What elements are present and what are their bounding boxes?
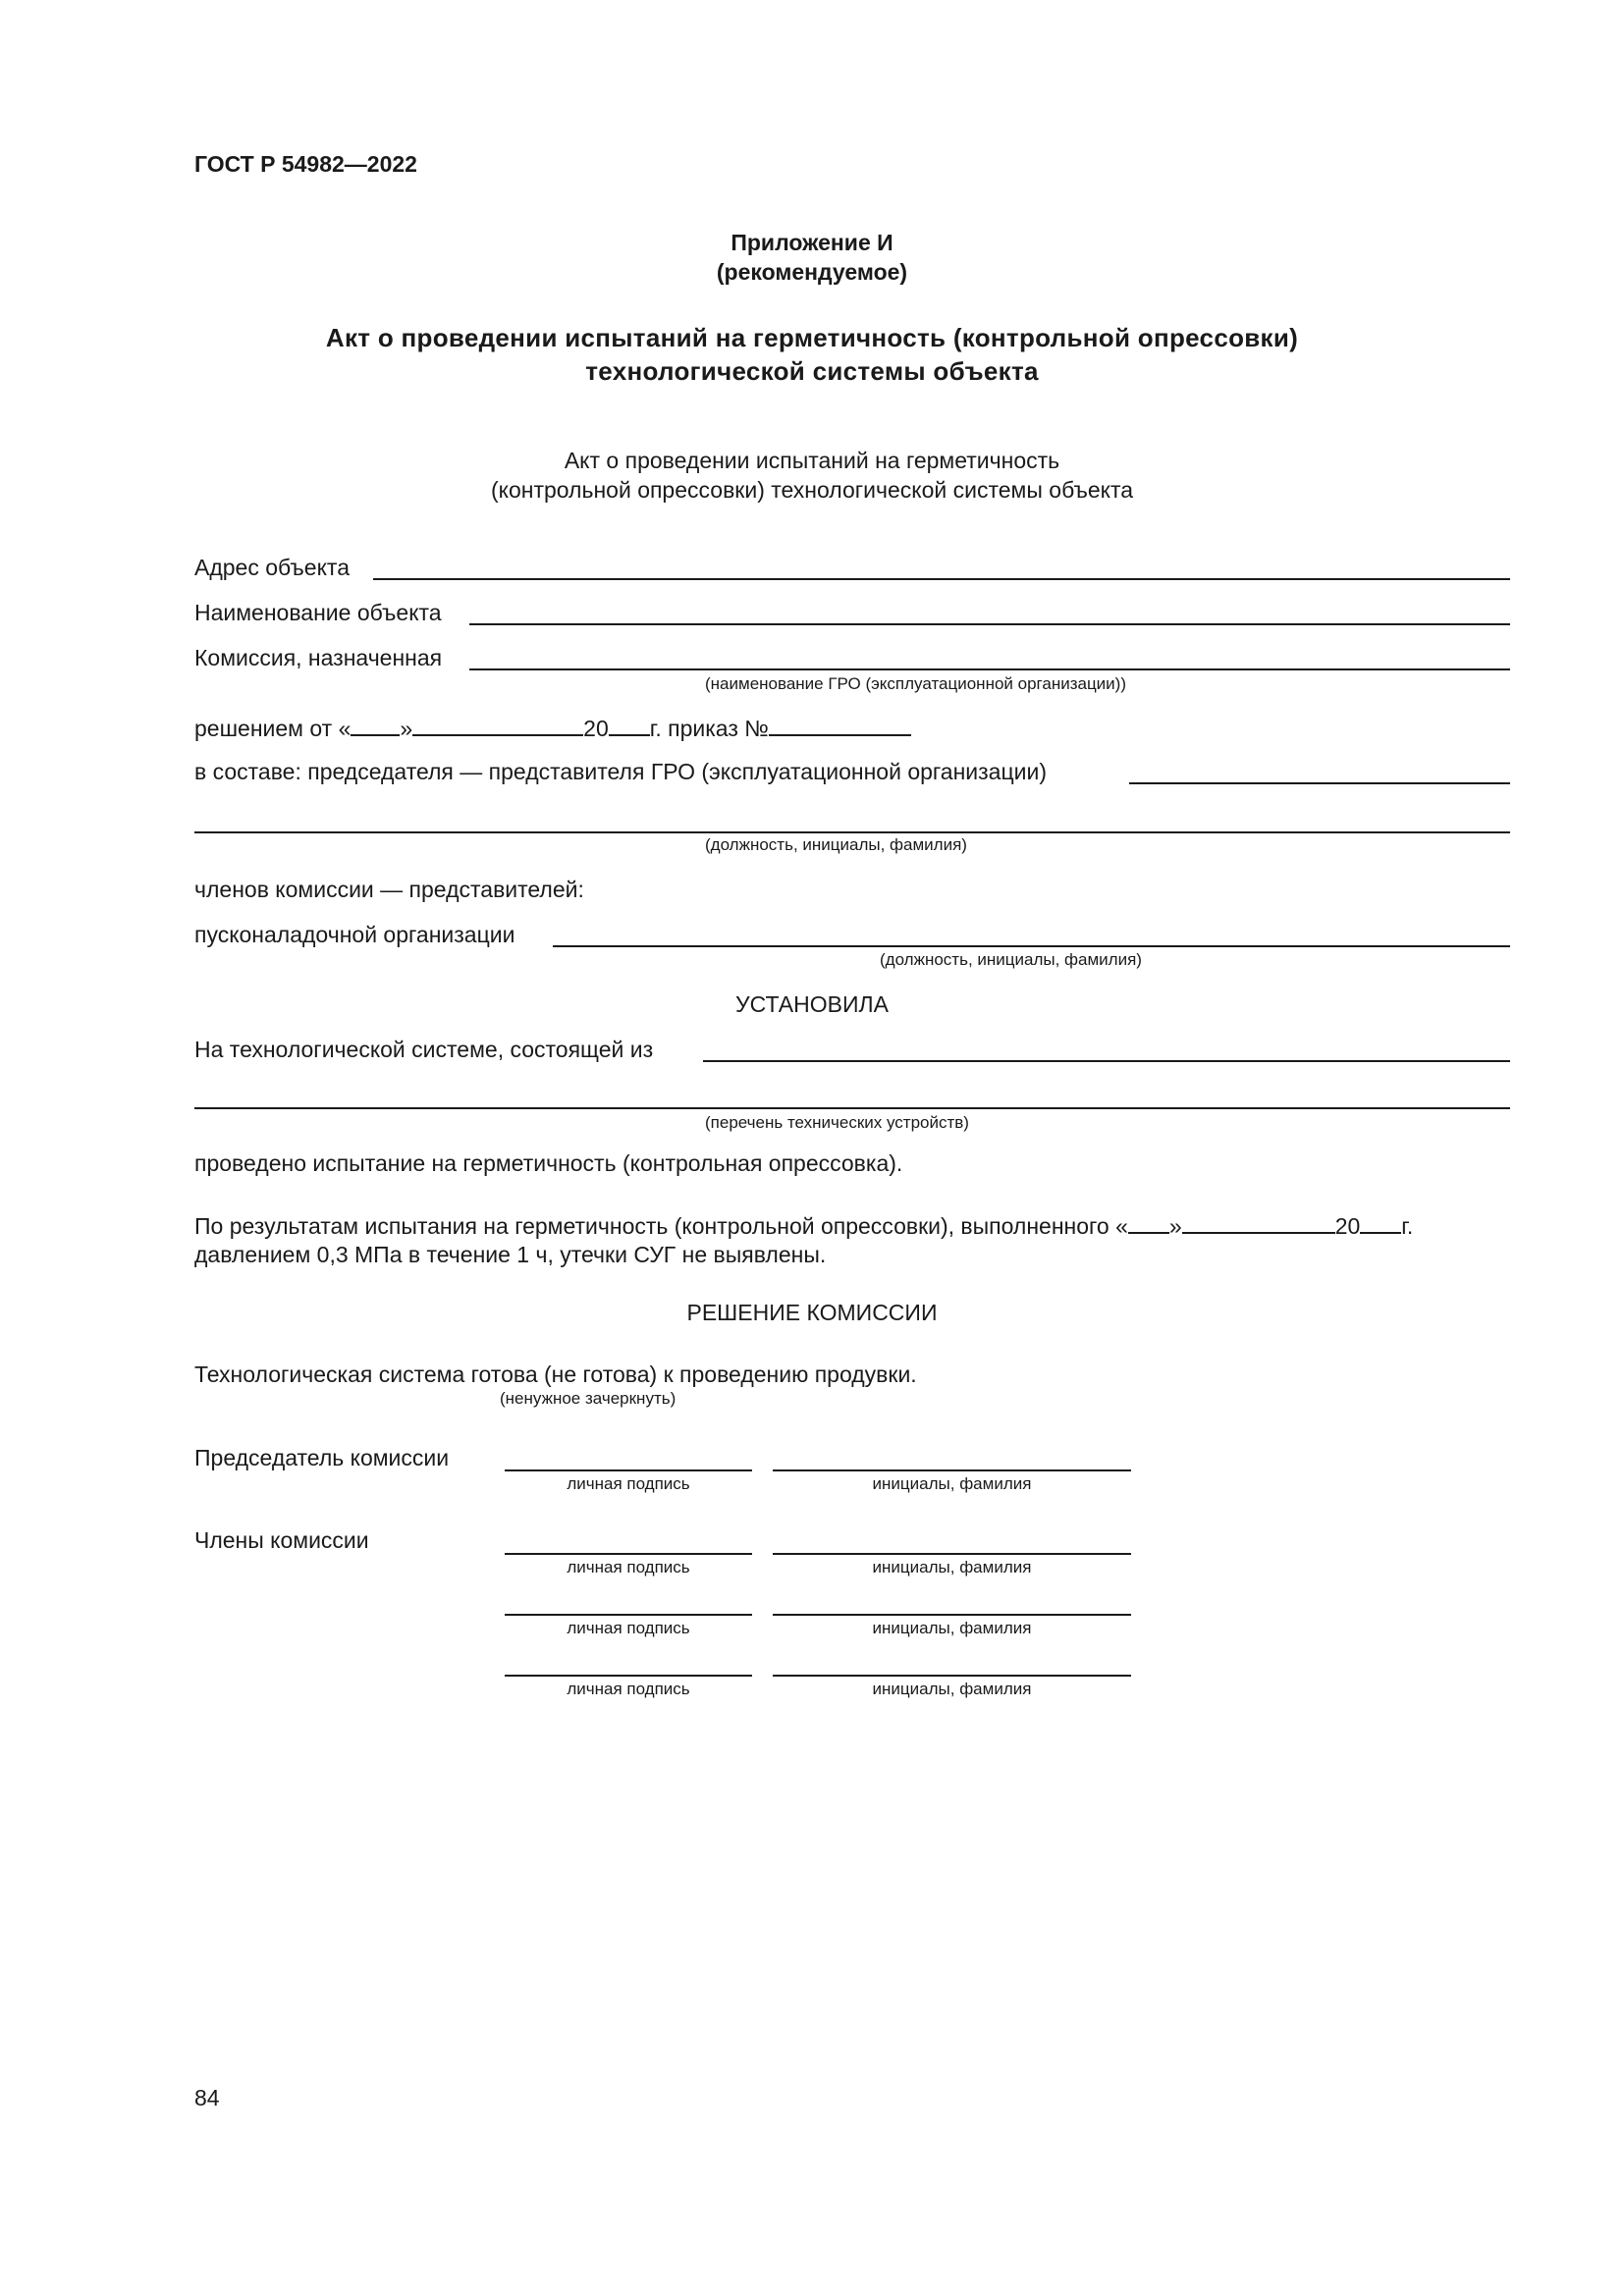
standard-number: ГОСТ Р 54982—2022 bbox=[194, 151, 417, 177]
member3-signature-field[interactable] bbox=[505, 1675, 752, 1677]
document-title-line1: Акт о проведении испытаний на герметичность (контрольной опрессовки) bbox=[325, 323, 1299, 352]
commission-caption: (наименование ГРО (эксплуатационной организации)) bbox=[705, 674, 1127, 693]
chairman-signature-caption: личная подпись bbox=[567, 1474, 690, 1493]
result-month-field[interactable] bbox=[1182, 1211, 1335, 1234]
form-title-line1: Акт о проведении испытаний на герметичность bbox=[564, 448, 1060, 473]
result-prefix: По результатам испытания на герметичность (контрольной опрессовки), выполненного « bbox=[194, 1213, 1128, 1239]
established-heading: УСТАНОВИЛА bbox=[735, 991, 889, 1017]
commissioning-org-caption: (должность, инициалы, фамилия) bbox=[880, 950, 1142, 969]
result-year-prefix: 20 bbox=[1334, 1213, 1361, 1239]
decision-from-label: решением от « bbox=[194, 716, 352, 741]
member3-name-caption: инициалы, фамилия bbox=[872, 1680, 1032, 1698]
commissioning-org-label: пусконаладочной организации bbox=[194, 922, 515, 947]
commission-field[interactable] bbox=[469, 668, 1510, 670]
appendix-title: Приложение И bbox=[731, 230, 893, 255]
object-name-label: Наименование объекта bbox=[194, 600, 442, 625]
page-number: 84 bbox=[194, 2085, 220, 2110]
decision-date-row bbox=[194, 714, 911, 742]
order-label: г. приказ № bbox=[649, 716, 769, 741]
member2-signature-field[interactable] bbox=[505, 1614, 752, 1616]
chairman-name-caption: инициалы, фамилия bbox=[872, 1474, 1032, 1493]
test-done-text: проведено испытание на герметичность (контрольная опрессовка). bbox=[194, 1150, 903, 1176]
member2-signature-caption: личная подпись bbox=[567, 1619, 690, 1637]
result-line2: давлением 0,3 МПа в течение 1 ч, утечки СУГ не выявлены. bbox=[194, 1242, 827, 1267]
system-label: На технологической системе, состоящей из bbox=[194, 1037, 654, 1062]
chairman-field[interactable] bbox=[1129, 782, 1510, 784]
decision-caption: (ненужное зачеркнуть) bbox=[500, 1389, 677, 1408]
commission-label: Комиссия, назначенная bbox=[194, 645, 443, 670]
system-field[interactable] bbox=[703, 1060, 1510, 1062]
address-label: Адрес объекта bbox=[194, 555, 350, 580]
member1-signature-field[interactable] bbox=[505, 1553, 752, 1555]
chairman-details-field[interactable] bbox=[194, 831, 1510, 833]
appendix-status: (рекомендуемое) bbox=[716, 259, 908, 285]
commissioning-org-field[interactable] bbox=[553, 945, 1510, 947]
order-number-field[interactable] bbox=[769, 714, 911, 736]
result-year-field[interactable] bbox=[1360, 1211, 1401, 1234]
form-title-line2: (контрольной опрессовки) технологической системы объекта bbox=[490, 477, 1134, 503]
chairman-signature-field[interactable] bbox=[505, 1469, 752, 1471]
object-name-field[interactable] bbox=[469, 623, 1510, 625]
document-title-line2: технологической системы объекта bbox=[585, 356, 1039, 386]
decision-year-field[interactable] bbox=[609, 714, 650, 736]
devices-caption: (перечень технических устройств) bbox=[705, 1113, 969, 1132]
decision-text: Технологическая система готова (не готова) к проведению продувки. bbox=[194, 1362, 917, 1387]
chairman-signature-label: Председатель комиссии bbox=[194, 1445, 450, 1470]
chairman-caption: (должность, инициалы, фамилия) bbox=[705, 835, 967, 854]
members-label: членов комиссии — представителей: bbox=[194, 877, 584, 902]
decision-year-prefix: 20 bbox=[583, 716, 609, 741]
member2-name-caption: инициалы, фамилия bbox=[872, 1619, 1032, 1637]
decision-heading: РЕШЕНИЕ КОМИССИИ bbox=[686, 1300, 938, 1325]
member1-name-field[interactable] bbox=[773, 1553, 1131, 1555]
result-day-field[interactable] bbox=[1128, 1211, 1169, 1234]
decision-quote-close: » bbox=[400, 716, 413, 741]
decision-month-field[interactable] bbox=[412, 714, 583, 736]
result-year-suffix: г. bbox=[1401, 1213, 1414, 1239]
result-row bbox=[194, 1211, 1413, 1240]
member1-name-caption: инициалы, фамилия bbox=[872, 1558, 1032, 1576]
member2-name-field[interactable] bbox=[773, 1614, 1131, 1616]
decision-day-field[interactable] bbox=[351, 714, 400, 736]
members-signature-label: Члены комиссии bbox=[194, 1527, 369, 1553]
member1-signature-caption: личная подпись bbox=[567, 1558, 690, 1576]
chairman-name-field[interactable] bbox=[773, 1469, 1131, 1471]
address-field[interactable] bbox=[373, 578, 1510, 580]
member3-name-field[interactable] bbox=[773, 1675, 1131, 1677]
member3-signature-caption: личная подпись bbox=[567, 1680, 690, 1698]
devices-field[interactable] bbox=[194, 1107, 1510, 1109]
chairman-label: в составе: председателя — представителя ГРО (эксплуатационной организации) bbox=[194, 759, 1047, 784]
result-quote-close: » bbox=[1168, 1213, 1182, 1239]
